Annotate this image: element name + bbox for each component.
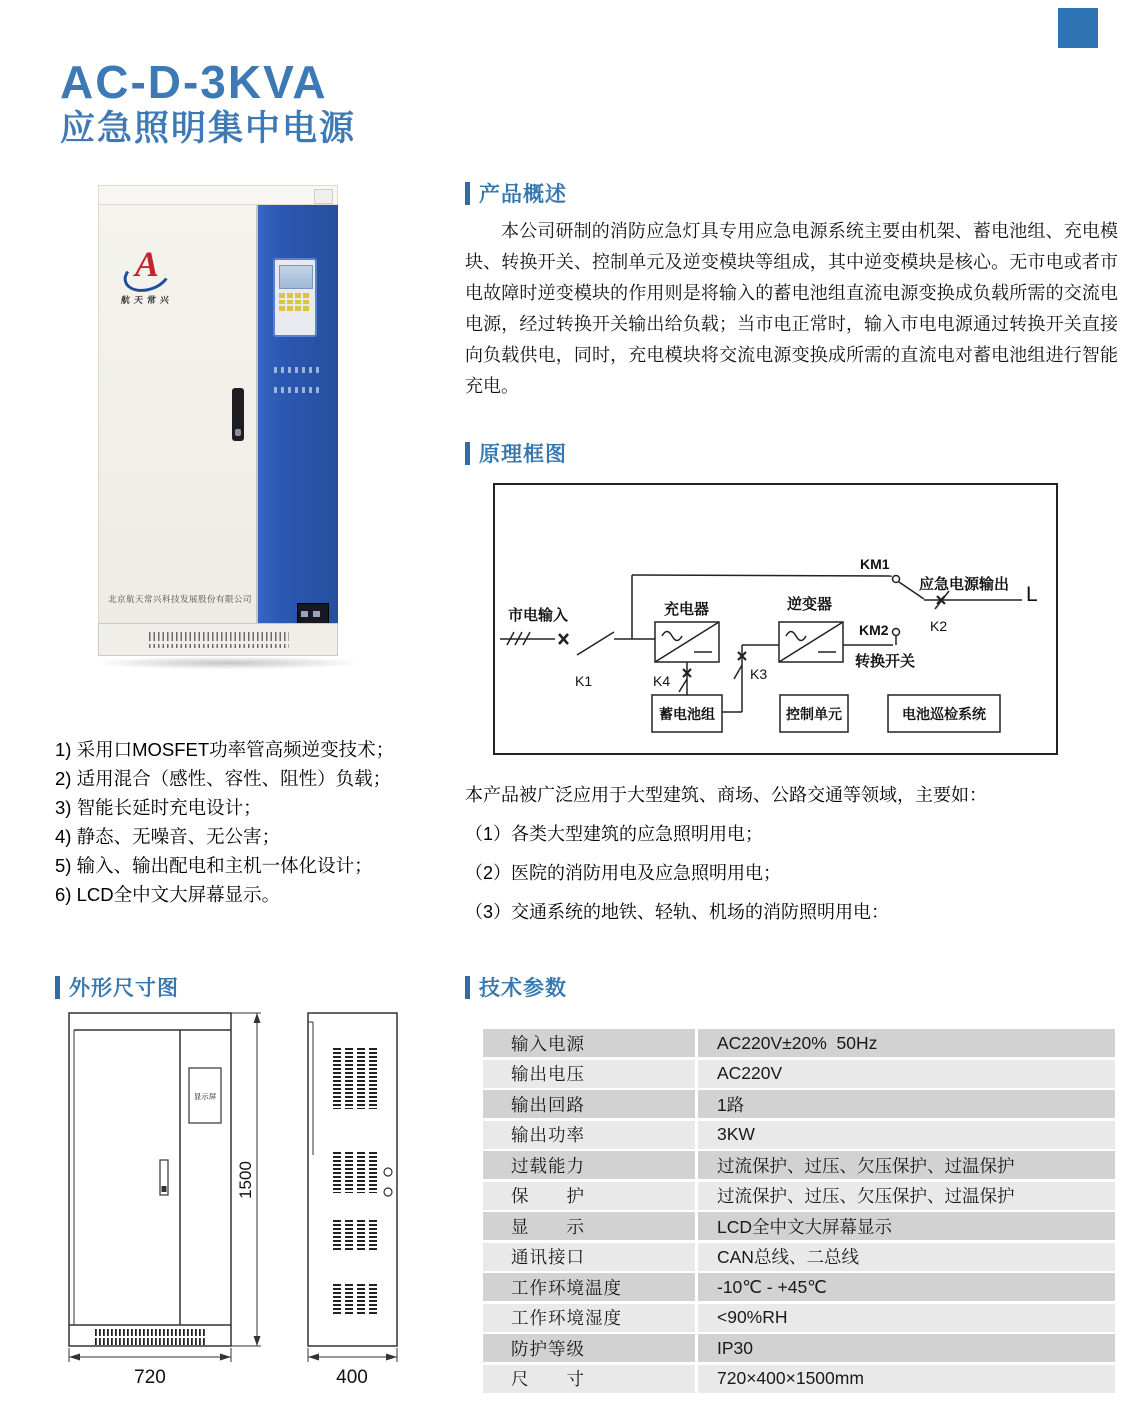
line-l-label: L: [1026, 583, 1038, 606]
application-item: （2）医院的消防用电及应急照明用电；: [465, 863, 782, 883]
table-row: [483, 1304, 1115, 1332]
dim-arrow: [69, 1354, 80, 1361]
k4-branch: [679, 662, 691, 695]
spec-value: IP30: [717, 1337, 753, 1358]
logo-letter: A: [135, 244, 160, 284]
feature-item: 6) LCD全中文大屏幕显示。: [55, 884, 281, 905]
table-row: [483, 1243, 1115, 1271]
spec-label: 防护等级: [511, 1338, 585, 1359]
page-title: [60, 58, 356, 149]
spec-label: 通讯接口: [511, 1247, 585, 1267]
brand-name: 航天常兴: [120, 295, 174, 305]
door-handle: [232, 388, 244, 441]
table-row: [483, 1060, 1115, 1088]
side-vents: [333, 1046, 377, 1314]
heading-text: 原理框图: [479, 443, 567, 466]
keypad-buttons: [279, 293, 313, 311]
width-value: 720: [134, 1367, 166, 1388]
spec-label: 工作环境湿度: [511, 1308, 622, 1328]
cabinet-top-panel: [98, 185, 338, 205]
front-base-vent: [95, 1338, 205, 1345]
table-row: [483, 1151, 1115, 1179]
feature-list: [55, 735, 394, 909]
product-name-title: 应急照明集中电源: [60, 109, 357, 149]
brand-logo-icon: [123, 244, 177, 291]
specs-table: [483, 1029, 1115, 1395]
application-item: （3）交通系统的地铁、轻轨、机场的消防照明用电：: [465, 902, 890, 922]
spec-label: 输出回路: [511, 1094, 585, 1115]
cabinet-body: [98, 205, 338, 623]
spec-value: 720×400×1500mm: [717, 1368, 864, 1388]
heading-bar: [465, 976, 470, 999]
battery-monitor-label: 电池巡检系统: [902, 706, 986, 722]
table-row: [483, 1334, 1115, 1362]
km1-label: KM1: [860, 556, 890, 572]
charger-box: [655, 622, 719, 662]
spec-value: AC220V±20% 50Hz: [717, 1032, 878, 1053]
k4-label: K4: [653, 673, 671, 689]
indicator-row: [274, 387, 320, 393]
table-row: [483, 1121, 1115, 1149]
section-dimensions-heading: [55, 972, 179, 1002]
k2-label: K2: [930, 618, 948, 634]
display-screen-label: 显示屏: [193, 1092, 217, 1101]
feature-item: 1) 采用口MOSFET功率管高频逆变技术；: [55, 739, 395, 760]
table-row: [483, 1029, 1115, 1057]
feature-item: 2) 适用混合（感性、容性、阻性）负载；: [55, 768, 392, 789]
heading-bar: [55, 976, 60, 999]
inverter-label: 逆变器: [787, 596, 833, 613]
control-panel: [273, 258, 317, 337]
depth-dimension: [308, 1348, 397, 1362]
battery-pack-label: 蓄电池组: [659, 706, 715, 722]
width-dimension: [69, 1348, 231, 1362]
depth-value: 400: [336, 1367, 368, 1388]
spec-value: <90%RH: [717, 1307, 788, 1327]
spec-label: 尺 寸: [511, 1369, 585, 1389]
principle-block-diagram: [493, 483, 1058, 755]
front-base-vent: [95, 1329, 205, 1336]
spec-value: AC220V: [717, 1063, 783, 1083]
overview-paragraph: 本公司研制的消防应急灯具专用应急电源系统主要由机架、蓄电池组、充电模块、转换开关、控制单元及逆变模块等组成，其中逆变模块是核心。无市电或者市电故障时逆变模块的作用则是将输入的蓄电池组直流电源变换成负载所需的交流电电源，经过转换开关输出给负载；当市电正常时，输入市电电源通过转换开关直接向负载供电，同时，充电模块将交流电源变换成所需的直流电对蓄电池组进行智能充电。: [465, 221, 1118, 396]
product-model-title: AC-D-3KVA: [60, 56, 328, 108]
indicator-row: [274, 367, 320, 373]
corner-brand-square: [1058, 8, 1098, 48]
control-unit-label: 控制单元: [786, 706, 842, 722]
heading-text: 技术参数: [479, 977, 567, 1000]
spec-label: 工作环境温度: [511, 1277, 622, 1298]
cabinet-blue-panel: [258, 205, 338, 623]
cabinet-top-label: [314, 189, 333, 204]
k1-label: K1: [575, 673, 593, 689]
spec-label: 过载能力: [511, 1155, 585, 1176]
product-photo: [86, 182, 442, 727]
spec-value: 过流保护、过压、欠压保护、过温保护: [717, 1155, 1015, 1176]
keyhole: [235, 429, 241, 436]
lcd-screen: [279, 265, 313, 289]
spec-label: 显 示: [511, 1216, 585, 1237]
table-row: [483, 1182, 1115, 1210]
km2-label: KM2: [859, 622, 889, 638]
spec-value: -10℃ - +45℃: [717, 1276, 827, 1297]
company-name: 北京航天常兴科技发展股份有限公司: [107, 594, 252, 604]
dim-arrow: [220, 1354, 231, 1361]
section-principle-heading: [465, 438, 567, 468]
inverter-box: [779, 622, 843, 662]
heading-bar: [465, 182, 470, 205]
spec-value: LCD全中文大屏幕显示: [717, 1216, 893, 1237]
table-row: [483, 1273, 1115, 1301]
charger-label: 充电器: [664, 601, 710, 618]
transfer-switch-label: 转换开关: [855, 653, 916, 670]
table-row: [483, 1212, 1115, 1240]
cabinet-base: [98, 623, 338, 656]
section-specs-heading: [465, 972, 567, 1002]
dimension-drawing: [55, 1000, 460, 1400]
spec-label: 输出电压: [511, 1064, 585, 1084]
heading-bar: [465, 442, 470, 465]
applications-intro: 本产品被广泛应用于大型建筑、商场、公路交通等领域，主要如：: [465, 785, 987, 805]
section-overview-heading: [465, 178, 567, 208]
output-label: 应急电源输出: [919, 576, 1010, 593]
feature-item: 3) 智能长延时充电设计；: [55, 797, 262, 818]
spec-value: 1路: [717, 1094, 745, 1115]
dim-arrow: [254, 1013, 261, 1023]
heading-text: 产品概述: [479, 183, 567, 206]
height-value: 1500: [236, 1161, 255, 1199]
applications: [465, 780, 1123, 927]
dim-arrow: [308, 1354, 319, 1361]
rating-label: [297, 603, 329, 624]
application-item: （1）各类大型建筑的应急照明用电；: [465, 824, 764, 844]
cabinet: [98, 185, 338, 656]
cabinet-shadow: [100, 657, 356, 669]
mains-input-label: 市电输入: [508, 607, 569, 624]
base-vents: [149, 630, 289, 650]
spec-value: 过流保护、过压、欠压保护、过温保护: [717, 1186, 1015, 1206]
front-view: [69, 1013, 231, 1346]
cabinet-door: [98, 205, 258, 623]
table-row: [483, 1365, 1115, 1393]
spec-value: CAN总线、二总线: [717, 1247, 859, 1267]
spec-value: 3KW: [717, 1124, 755, 1144]
heading-text: 外形尺寸图: [69, 977, 179, 1000]
feature-item: 5) 输入、输出配电和主机一体化设计；: [55, 855, 373, 876]
spec-label: 保 护: [511, 1186, 585, 1206]
feature-item: 4) 静态、无噪音、无公害；: [55, 826, 281, 847]
table-row: [483, 1090, 1115, 1118]
dim-arrow: [254, 1336, 261, 1346]
spec-label: 输出功率: [511, 1125, 585, 1145]
k3-label: K3: [750, 666, 768, 682]
dim-arrow: [386, 1354, 397, 1361]
spec-label: 输入电源: [511, 1033, 585, 1054]
